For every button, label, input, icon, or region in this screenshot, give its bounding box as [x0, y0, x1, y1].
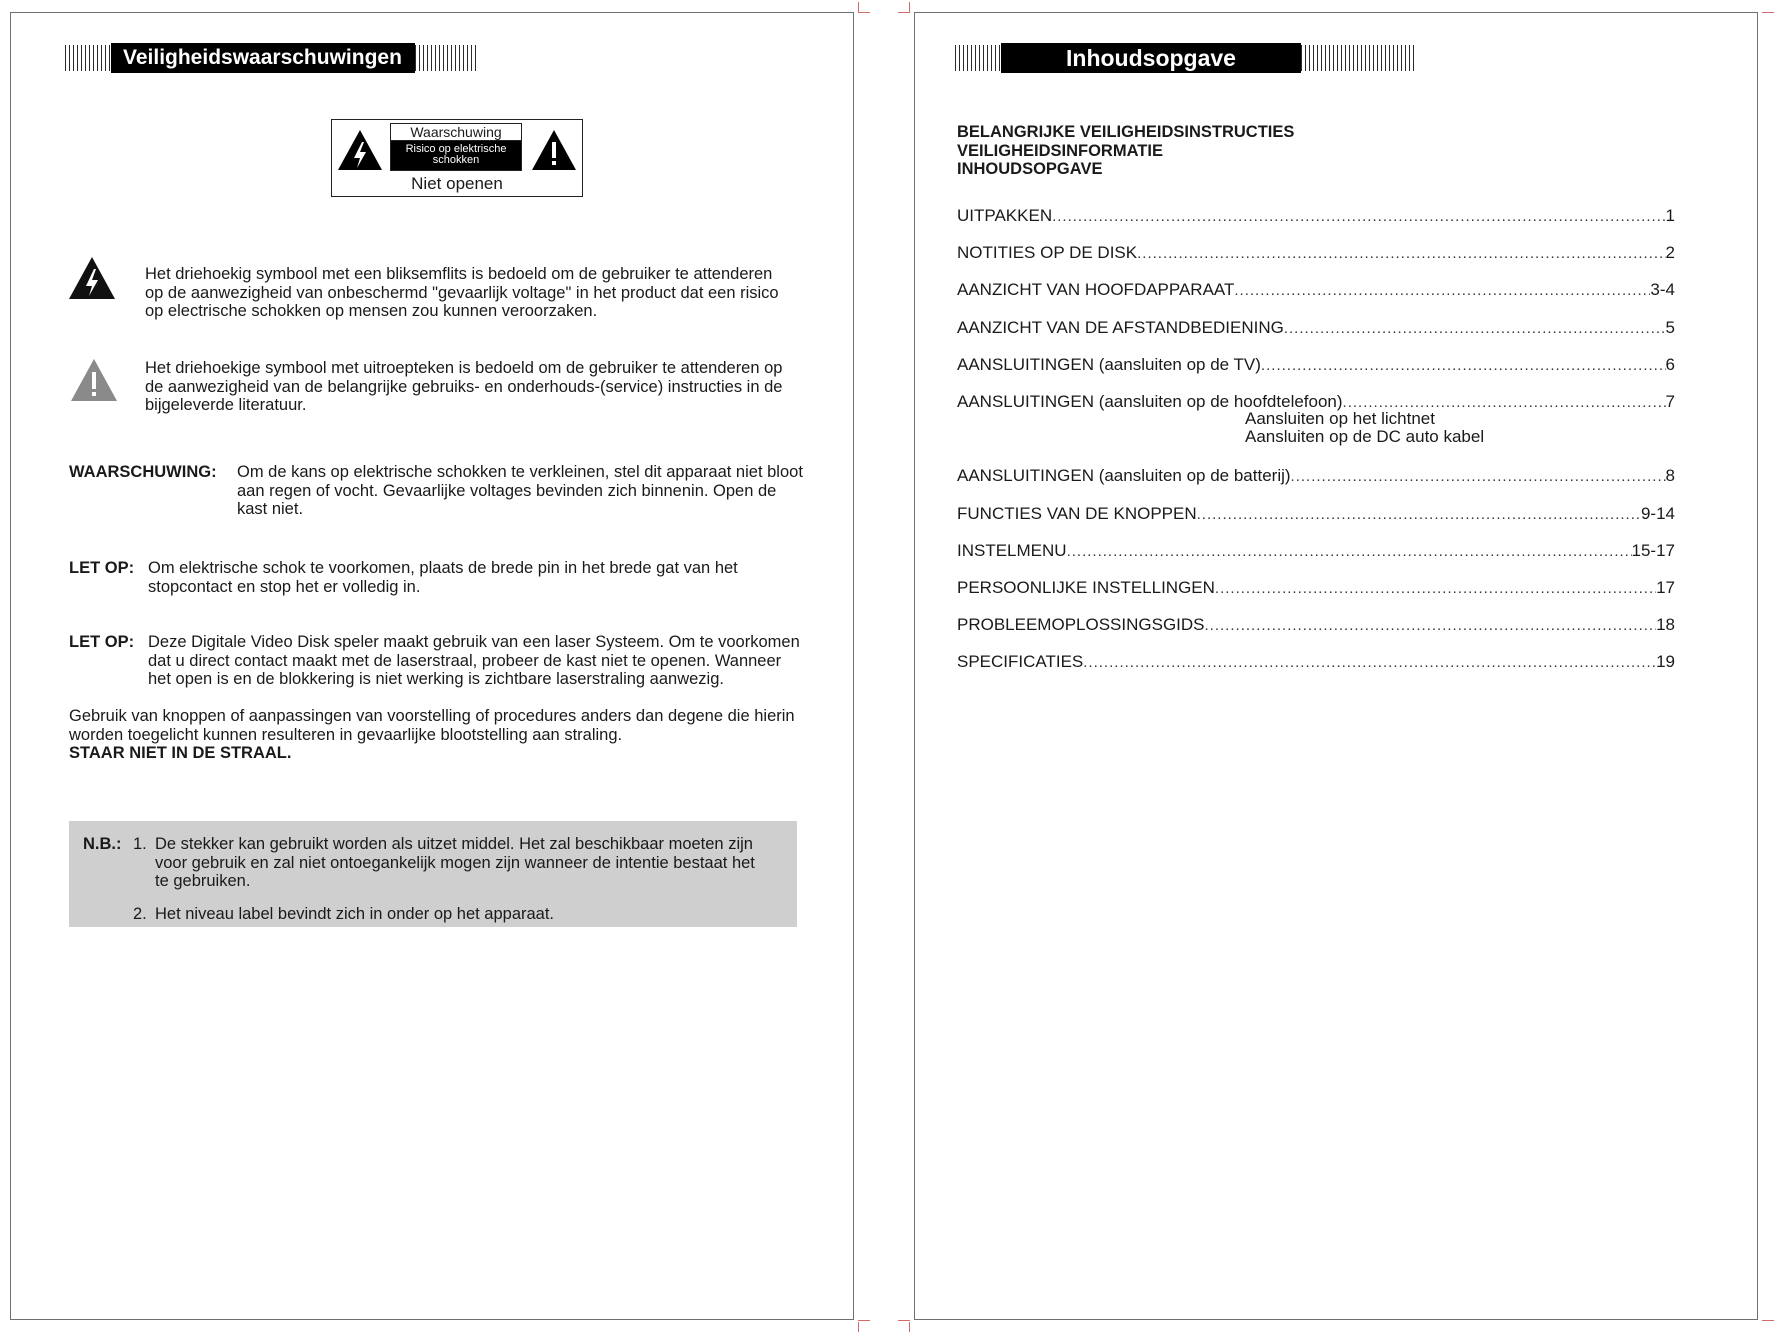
- toc-leader-dots: [1137, 243, 1665, 265]
- toc-entry-label: FUNCTIES VAN DE KNOPPEN: [957, 503, 1197, 523]
- lightning-triangle-icon: [336, 128, 384, 172]
- toc-entry-label: SPECIFICATIES: [957, 652, 1084, 672]
- warning-laser: [69, 633, 829, 689]
- page-right-table-of-contents: [914, 12, 1758, 1320]
- toc-entry[interactable]: [957, 614, 1675, 651]
- toc-leader-dots: [1197, 504, 1641, 526]
- toc-leader-dots: [1052, 206, 1665, 228]
- toc-entry-page: 5: [1665, 317, 1675, 337]
- toc-entry-page: 2: [1665, 243, 1675, 263]
- toc-subentries: [1245, 410, 1484, 446]
- toc-leader-dots: [1261, 355, 1666, 377]
- header-hatch-right: [415, 45, 477, 71]
- toc-leader-dots: [1067, 541, 1632, 563]
- toc-leader-dots: [1291, 466, 1666, 488]
- caution-text: Om elektrische schok te voorkomen, plaats de brede pin in het brede gat van het stopcontact en stop het er volledig in.: [148, 559, 738, 596]
- exclamation-triangle-icon: [530, 128, 578, 172]
- toc-entry-label: PROBLEEMOPLOSSINGSGIDS: [957, 615, 1205, 635]
- warning-label-center: [390, 123, 522, 171]
- warning-label: WAARSCHUWING:: [69, 463, 217, 481]
- toc-entry[interactable]: [957, 279, 1675, 316]
- warning-label-title: Waarschuwing: [391, 124, 521, 141]
- toc-entry[interactable]: [957, 577, 1675, 614]
- toc-heading: VEILIGHEIDSINFORMATIE: [957, 141, 1163, 160]
- toc-entry[interactable]: [957, 391, 1675, 466]
- toc-entry[interactable]: [957, 205, 1675, 242]
- toc-entry-label: AANZICHT VAN DE AFSTANDBEDIENING: [957, 317, 1284, 337]
- crop-mark: [858, 1322, 859, 1332]
- note-number: 2.: [133, 905, 147, 923]
- laser-radiation-note: [69, 707, 829, 763]
- toc-entry-label: AANSLUITINGEN (aansluiten op de batterij): [957, 466, 1291, 486]
- caution-label: LET OP:: [69, 633, 135, 651]
- toc-leader-dots: [1234, 280, 1650, 302]
- toc-entry-page: 15-17: [1631, 540, 1675, 560]
- toc-entry-label: INSTELMENU: [957, 540, 1067, 560]
- toc-heading: BELANGRIJKE VEILIGHEIDSINSTRUCTIES: [957, 123, 1295, 141]
- note-text: De stekker kan gebruikt worden als uitzet middel. Het zal beschikbaar moeten zijn voor gebruik en zal niet ontoegankelijk mogen zijn wanneer de intentie bestaat het te gebruiken.: [155, 835, 755, 890]
- toc-entry-label: PERSOONLIJKE INSTELLINGEN: [957, 578, 1215, 597]
- toc-entry[interactable]: [957, 354, 1675, 391]
- toc-entry-page: 9-14: [1640, 503, 1675, 523]
- toc-entry-page: 7: [1665, 391, 1675, 411]
- crop-mark: [898, 12, 910, 13]
- lightning-triangle-icon: [67, 255, 117, 301]
- toc-entry[interactable]: [957, 651, 1675, 688]
- toc-entry[interactable]: [957, 242, 1675, 279]
- toc-list: [957, 205, 1675, 689]
- warning-moisture: [69, 463, 829, 519]
- symbol-paragraph-exclamation: Het driehoekige symbool met uitroepteken is bedoeld om de gebruiker te attenderen op de aanwezigheid van de belangrijke gebruiks- en onderhouds-(service) instructies in de bijgeleverde literatuur.: [145, 359, 783, 414]
- warning-plug: [69, 559, 829, 596]
- header-hatch-left: [65, 45, 111, 71]
- toc-entry-page: 18: [1656, 615, 1675, 635]
- toc-entry-page: 3-4: [1650, 280, 1675, 300]
- toc-entry-label: UITPAKKEN: [957, 206, 1053, 225]
- section-title: Inhoudsopgave: [1001, 43, 1301, 73]
- crop-mark: [1762, 1320, 1774, 1321]
- toc-headings: [957, 123, 1294, 179]
- toc-heading: INHOUDSOPGAVE: [957, 160, 1103, 178]
- note-text: Het niveau label bevindt zich in onder op het apparaat.: [155, 905, 555, 923]
- crop-mark: [1762, 12, 1774, 13]
- laser-emphasis: STAAR NIET IN DE STRAAL.: [69, 744, 292, 762]
- toc-entry-page: 6: [1665, 354, 1675, 374]
- toc-entry-label: AANZICHT VAN HOOFDAPPARAAT: [957, 280, 1235, 300]
- section-title: Veiligheidswaarschuwingen: [111, 43, 415, 73]
- note-label: N.B.:: [83, 835, 122, 853]
- toc-entry-label: AANSLUITINGEN (aansluiten op de TV): [957, 354, 1261, 374]
- section-header-safety: [65, 43, 477, 73]
- crop-mark: [858, 1320, 870, 1321]
- toc-entry-label: NOTITIES OP DE DISK: [957, 243, 1138, 263]
- note-number: 1.: [133, 835, 147, 853]
- toc-entry[interactable]: [957, 317, 1675, 354]
- toc-entry[interactable]: [957, 540, 1675, 577]
- header-hatch-right: [1301, 45, 1415, 71]
- laser-radiation-text: Gebruik van knoppen of aanpassingen van voorstelling of procedures anders dan degene die hierin worden toegelicht kunnen resulteren in gevaarlijke blootstelling aan straling.: [69, 707, 795, 744]
- exclamation-triangle-icon: [69, 357, 119, 403]
- warning-label-bottom: Niet openen: [411, 174, 503, 193]
- caution-label: LET OP:: [69, 559, 135, 577]
- toc-leader-dots: [1284, 318, 1666, 340]
- crop-mark: [909, 2, 910, 12]
- toc-entry-page: 8: [1665, 466, 1675, 486]
- toc-entry-page: 1: [1665, 206, 1675, 225]
- crop-mark: [858, 2, 859, 12]
- toc-leader-dots: [1215, 578, 1656, 600]
- note-box: [69, 821, 797, 927]
- symbol-paragraph-lightning: Het driehoekig symbool met een bliksemflits is bedoeld om de gebruiker te attenderen op de aanwezigheid van onbeschermd "gevaarlijk voltage" in het product dat een risico op electrische schokken op mensen zou kunnen veroorzaken.: [145, 265, 779, 320]
- toc-leader-dots: [1083, 652, 1656, 674]
- toc-subentry[interactable]: Aansluiten op het lichtnet: [1245, 408, 1435, 428]
- crop-mark: [898, 1320, 910, 1321]
- toc-entry-page: 19: [1656, 652, 1675, 672]
- toc-entry-page: 17: [1656, 578, 1675, 597]
- header-hatch-left: [955, 45, 1001, 71]
- crop-mark: [858, 12, 870, 13]
- section-header-toc: [955, 43, 1415, 73]
- caution-text: Deze Digitale Video Disk speler maakt gebruik van een laser Systeem. Om te voorkomen dat u direct contact maakt met de laserstraal, probeer de kast niet te openen. Wanneer het open is en de blokkering is niet werking is zichtbare laserstraling aanwezig.: [148, 633, 800, 688]
- toc-subentry[interactable]: Aansluiten op de DC auto kabel: [1245, 426, 1485, 446]
- toc-entry-label: AANSLUITINGEN (aansluiten op de hoofdtelefoon): [957, 391, 1343, 411]
- toc-entry[interactable]: [957, 465, 1675, 502]
- warning-text: Om de kans op elektrische schokken te verkleinen, stel dit apparaat niet bloot aan regen of vocht. Gevaarlijke voltages bevinden zich binnenin. Open de kast niet.: [237, 463, 803, 518]
- warning-label-subtitle: Risico op elektrische schokken: [391, 141, 521, 170]
- note-item: [133, 905, 773, 924]
- note-item: [133, 835, 773, 891]
- crop-mark: [909, 1322, 910, 1332]
- page-left-safety-warnings: [10, 12, 854, 1320]
- warning-label-box: [331, 119, 583, 197]
- toc-entry[interactable]: [957, 503, 1675, 540]
- toc-leader-dots: [1205, 615, 1657, 637]
